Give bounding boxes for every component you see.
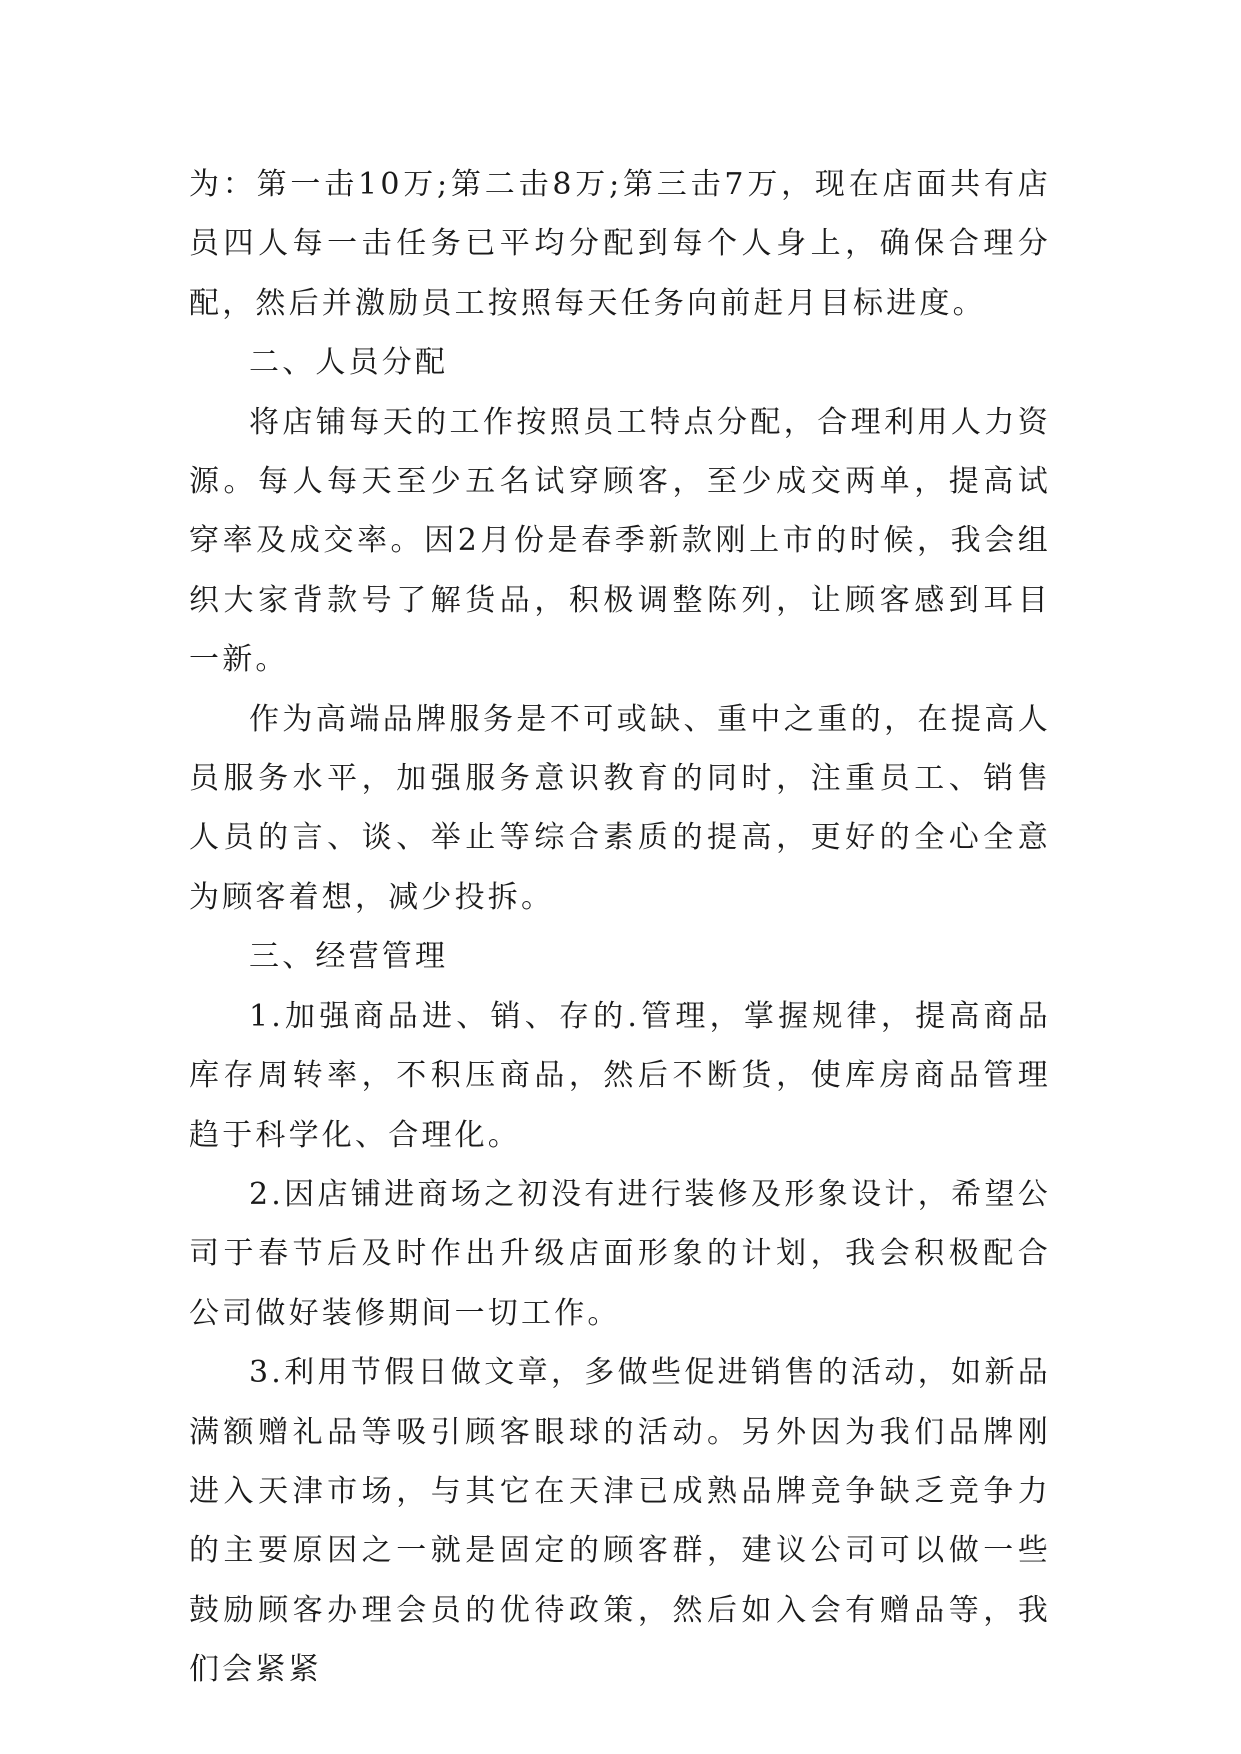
document-body	[189, 155, 1051, 1700]
paragraph-continuation: 为：第一击10万;第二击8万;第三击7万，现在店面共有店员四人每一击任务已平均分配到每个人身上，确保合理分配，然后并激励员工按照每天任务向前赶月目标进度。	[189, 167, 1051, 321]
paragraph-store-renovation: 2.因店铺进商场之初没有进行装修及形象设计，希望公司于春节后及时作出升级店面形象的计划，我会积极配合公司做好装修期间一切工作。	[189, 1176, 1051, 1331]
section-heading-operations: 三、经营管理	[249, 939, 449, 975]
paragraph-holiday-promotions: 3.利用节假日做文章，多做些促进销售的活动，如新品满额赠礼品等吸引顾客眼球的活动。另外因为我们品牌刚进入天津市场，与其它在天津已成熟品牌竞争缺乏竞争力的主要原因之一就是固定的顾客群，建议公司可以做一些鼓励顾客办理会员的优待政策，然后如入会有赠品等，我们会紧紧	[189, 1355, 1051, 1688]
paragraph-staff-allocation: 将店铺每天的工作按照员工特点分配，合理利用人力资源。每人每天至少五名试穿顾客，至少成交两单，提高试穿率及成交率。因2月份是春季新款刚上市的时候，我会组织大家背款号了解货品，积极调整陈列，让顾客感到耳目一新。	[189, 404, 1051, 678]
section-heading-staffing: 二、人员分配	[249, 345, 449, 381]
paragraph-service-quality: 作为高端品牌服务是不可或缺、重中之重的，在提高人员服务水平，加强服务意识教育的同时，注重员工、销售人员的言、谈、举止等综合素质的提高，更好的全心全意为顾客着想，减少投拆。	[189, 701, 1051, 915]
paragraph-inventory-management: 1.加强商品进、销、存的.管理，掌握规律，提高商品库存周转率，不积压商品，然后不断货，使库房商品管理趋于科学化、合理化。	[189, 998, 1051, 1153]
